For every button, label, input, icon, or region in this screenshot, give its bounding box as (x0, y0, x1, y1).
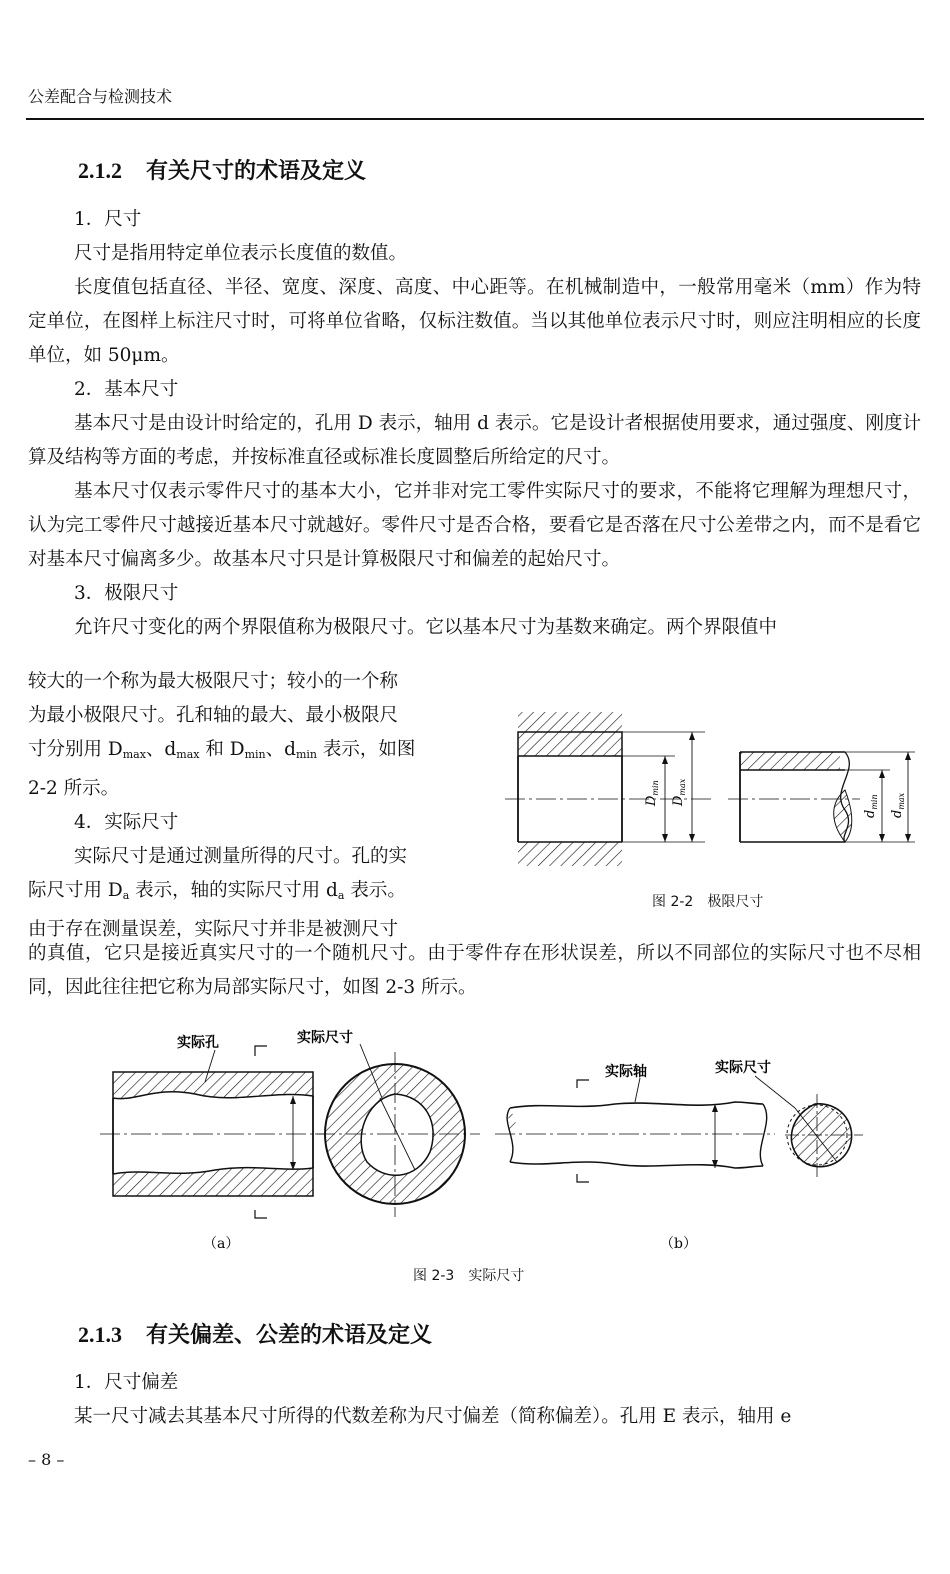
item-heading-basic-size: 2．基本尺寸 (74, 379, 179, 400)
paragraph: 某一尺寸减去其基本尺寸所得的代数差称为尺寸偏差（简称偏差）。孔用 E 表示，轴用 e (74, 1406, 792, 1427)
paragraph: 基本尺寸仅表示零件尺寸的基本大小，它并非对完工零件实际尺寸的要求，不能将它理解为理想尺寸，认为完工零件尺寸越接近基本尺寸就越好。零件尺寸是否合格，要看它是否落在尺寸公差带之内，而不是看它对基本尺寸偏离多少。故基本尺寸只是计算极限尺寸和偏差的起始尺寸。 (28, 481, 921, 570)
text-line: 实际尺寸是通过测量所得的尺寸。孔的实 (74, 846, 408, 867)
body-text-after-wrap (28, 937, 921, 1005)
label-actual-shaft: 实际轴 (605, 1064, 647, 1080)
text-line: 较大的一个称为最大极限尺寸；较小的一个称 (28, 671, 399, 692)
item-heading-limit-size: 3．极限尺寸 (74, 583, 179, 604)
actual-shaft-drawing (495, 1059, 863, 1182)
label-actual-size-a: 实际尺寸 (297, 1030, 353, 1046)
text-line: 寸分别用 $D_{max}$、$d_{max}$ 和 $D_{min}$、$d_{min}$ 表示，如图 (28, 739, 416, 761)
body-text-upper (28, 203, 921, 645)
figure-caption-2-2: 图 2-2 极限尺寸 (652, 894, 764, 910)
page-number: – 8 – (28, 1450, 65, 1469)
dim-label-dmin-shaft: $d_{min}$ (863, 794, 879, 818)
section-title-text: 有关偏差、公差的术语及定义 (146, 1323, 433, 1348)
paragraph: 基本尺寸是由设计时给定的，孔用 D 表示，轴用 d 表示。它是设计者根据使用要求，通过强度、刚度计算及结构等方面的考虑，并按标准直径或标准长度圆整后所给定的尺寸。 (28, 413, 921, 468)
section-number: 2.1.3 (78, 1322, 122, 1347)
shaft-drawing (728, 752, 915, 842)
running-header: 公差配合与检测技术 (28, 87, 173, 106)
dim-label-dmin-hole: $D_{min}$ (644, 780, 660, 806)
figure-2-2 (500, 700, 920, 880)
section-number: 2.1.2 (78, 158, 122, 183)
hole-drawing (505, 712, 715, 866)
text-line: 2-2 所示。 (28, 778, 120, 799)
subfigure-label-b: （b） (660, 1236, 697, 1252)
text-line: 际尺寸用 $D_a$ 表示，轴的实际尺寸用 $d_a$ 表示。 (28, 880, 406, 902)
item-heading-size: 1．尺寸 (74, 209, 142, 230)
body-text-lower (28, 1366, 921, 1434)
actual-hole-drawing (100, 1029, 480, 1218)
header-rule (26, 118, 924, 120)
subfigure-label-a: （a） (203, 1236, 240, 1252)
figure-caption-2-3: 图 2-3 实际尺寸 (413, 1268, 525, 1284)
section-title-2-1-3 (78, 1318, 432, 1349)
dim-label-dmax-shaft: $d_{max}$ (890, 792, 906, 818)
paragraph: 的真值，它只是接近真实尺寸的一个随机尺寸。由于零件存在形状误差，所以不同部位的实际尺寸也不尽相同，因此往往把它称为局部实际尺寸，如图 2-3 所示。 (28, 943, 921, 998)
figure-2-3 (95, 1022, 870, 1252)
paragraph: 长度值包括直径、半径、宽度、深度、高度、中心距等。在机械制造中，一般常用毫米（mm）作为特定单位，在图样上标注尺寸时，可将单位省略，仅标注数值。当以其他单位表示尺寸时，则应注明相应的长度单位，如 50μm。 (28, 277, 921, 366)
wrapped-text (28, 665, 476, 947)
item-heading-deviation: 1．尺寸偏差 (74, 1372, 179, 1393)
section-title-text: 有关尺寸的术语及定义 (146, 159, 367, 184)
section-title-2-1-2 (78, 154, 366, 185)
item-heading-actual-size: 4．实际尺寸 (74, 812, 179, 833)
dim-label-dmax-hole: $D_{max}$ (671, 778, 687, 806)
paragraph: 尺寸是指用特定单位表示长度值的数值。 (74, 243, 408, 264)
paragraph: 允许尺寸变化的两个界限值称为极限尺寸。它以基本尺寸为基数来确定。两个界限值中 (74, 617, 778, 638)
label-actual-hole: 实际孔 (177, 1035, 219, 1051)
text-line: 为最小极限尺寸。孔和轴的最大、最小极限尺 (28, 705, 399, 726)
label-actual-size-b: 实际尺寸 (715, 1060, 771, 1076)
text-line: 由于存在测量误差，实际尺寸并非是被测尺寸 (28, 919, 399, 940)
